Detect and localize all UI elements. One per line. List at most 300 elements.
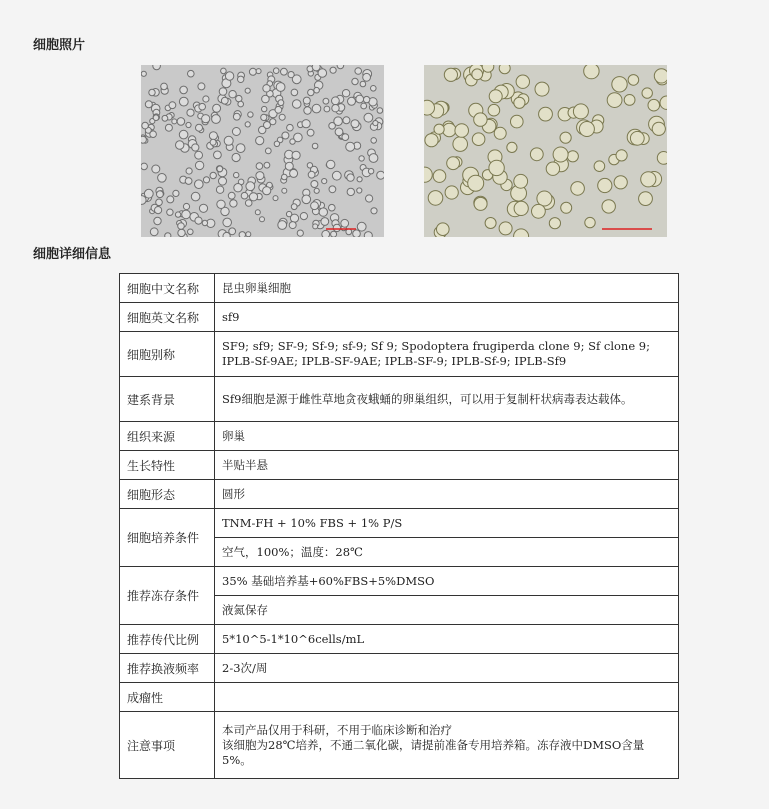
cell-shape xyxy=(532,204,546,218)
cell-shape xyxy=(179,130,188,139)
cell-shape xyxy=(628,75,639,86)
cell-shape xyxy=(485,218,496,229)
cell-shape xyxy=(323,98,329,104)
cell-shape xyxy=(263,85,270,92)
cell-shape xyxy=(178,229,185,236)
cell-shape xyxy=(290,139,295,144)
cell-shape xyxy=(183,203,189,209)
cell-shape xyxy=(657,152,667,165)
cell-shape xyxy=(514,174,528,188)
cell-shape xyxy=(445,186,458,199)
cell-shape xyxy=(223,218,232,227)
cell-shape xyxy=(145,101,152,108)
cell-shape xyxy=(176,141,184,149)
cell-shape xyxy=(142,122,149,129)
cell-shape xyxy=(292,100,301,109)
note-line-1: 本司产品仅用于科研，不用于临床诊断和治疗 xyxy=(222,722,452,737)
cell-shape xyxy=(347,174,354,181)
cell-shape xyxy=(308,171,315,178)
cell-shape xyxy=(196,124,203,131)
cell-shape xyxy=(363,73,371,81)
cell-shape xyxy=(239,232,245,237)
cell-shape xyxy=(553,147,568,162)
cell-shape xyxy=(598,178,612,192)
cell-shape xyxy=(153,115,159,121)
cell-shape xyxy=(165,233,171,237)
cell-shape xyxy=(353,230,361,237)
row-value: 半贴半悬 xyxy=(215,451,679,480)
cell-shape xyxy=(234,172,239,177)
cell-shape xyxy=(245,200,252,207)
cell-shape xyxy=(571,182,585,196)
cell-shape xyxy=(482,65,494,72)
cell-shape xyxy=(343,117,350,124)
cell-shape xyxy=(246,232,251,237)
cell-shape xyxy=(287,124,294,131)
table-row-medium-change xyxy=(120,654,679,683)
row-value: 液氮保存 xyxy=(215,596,679,625)
cell-shape xyxy=(291,89,298,96)
cell-shape xyxy=(162,115,168,121)
cell-shape xyxy=(322,179,327,184)
cell-shape xyxy=(149,89,155,95)
cell-shape xyxy=(286,211,291,216)
cell-shape xyxy=(249,68,256,75)
cell-shape xyxy=(425,134,438,147)
cell-shape xyxy=(178,223,185,230)
cell-shape xyxy=(182,210,191,219)
cell-shape xyxy=(289,222,296,229)
table-row-tumorigenicity xyxy=(120,683,679,712)
cell-shape xyxy=(191,192,200,201)
cell-shape xyxy=(616,150,627,161)
cell-shape xyxy=(195,217,202,224)
cell-shape xyxy=(332,105,339,112)
cell-shape xyxy=(186,122,191,127)
cell-shape xyxy=(288,72,294,78)
cell-shape xyxy=(639,192,653,206)
row-label: 细胞英文名称 xyxy=(120,303,215,332)
cell-shape xyxy=(311,181,318,188)
cell-shape xyxy=(472,69,483,80)
cell-shape xyxy=(276,83,285,92)
cell-shape xyxy=(262,106,267,111)
cell-shape xyxy=(584,65,599,79)
cell-shape xyxy=(373,121,378,126)
cell-shape xyxy=(229,91,236,98)
cell-shape xyxy=(141,71,146,76)
cell-shape xyxy=(447,157,460,170)
cell-shape xyxy=(357,188,362,193)
cell-shape xyxy=(144,189,153,198)
cell-shape xyxy=(256,137,264,145)
cell-shape xyxy=(327,160,335,168)
cell-shape xyxy=(514,229,529,237)
cell-shape xyxy=(434,124,444,134)
cell-shape xyxy=(300,213,307,220)
cell-shape xyxy=(499,222,512,235)
table-row-growth xyxy=(120,451,679,480)
cell-shape xyxy=(153,65,161,70)
cell-shape xyxy=(274,141,279,146)
table-row-chinese-name xyxy=(120,274,679,303)
cell-shape xyxy=(474,113,487,126)
cell-shape xyxy=(424,100,435,115)
cell-shape xyxy=(282,174,288,180)
table-row-culture-medium xyxy=(120,509,679,538)
cell-shape xyxy=(428,191,443,206)
row-value xyxy=(215,712,679,779)
cell-shape xyxy=(314,188,319,193)
cell-shape xyxy=(158,174,167,183)
cell-shape xyxy=(169,102,176,109)
cell-shape xyxy=(256,163,263,170)
cell-shape xyxy=(217,166,223,172)
cell-shape xyxy=(341,219,349,227)
row-label: 推荐传代比例 xyxy=(120,625,215,654)
cell-shape xyxy=(217,200,225,208)
cell-shape xyxy=(264,162,270,168)
cell-shape xyxy=(263,187,271,195)
cell-shape xyxy=(188,70,195,77)
cell-shape xyxy=(302,195,311,204)
cell-shape xyxy=(152,165,160,173)
cell-shape xyxy=(516,75,529,88)
cell-shape xyxy=(213,104,221,112)
cell-shape xyxy=(514,201,528,215)
cell-shape xyxy=(150,228,158,236)
row-value: 35% 基础培养基+60%FBS+5%DMSO xyxy=(215,567,679,596)
cell-shape xyxy=(312,104,321,113)
cell-shape xyxy=(437,223,450,236)
cell-shape xyxy=(364,113,373,122)
cell-shape xyxy=(308,89,314,95)
row-label: 注意事项 xyxy=(120,712,215,779)
cell-shape xyxy=(256,172,264,180)
cell-shape xyxy=(297,230,303,236)
cell-shape xyxy=(322,230,330,237)
cell-shape xyxy=(155,207,162,214)
cell-shape xyxy=(546,162,559,175)
cell-shape xyxy=(474,197,487,210)
row-value: SF9; sf9; SF-9; Sf-9; sf-9; Sf 9; Spodoptera frugiperda clone 9; Sf clone 9; IPLB-Sf-9AE; IPLB-SF-9AE; IPLB-SF-9; IPLB-Sf-9; IPLB-Sf9 xyxy=(215,332,679,377)
table-row-morphology xyxy=(120,480,679,509)
cell-shape xyxy=(472,133,485,146)
cell-shape xyxy=(185,178,192,185)
cell-shape xyxy=(177,118,185,126)
cell-shape xyxy=(371,86,377,92)
cell-shape xyxy=(219,177,227,185)
row-value: 昆虫卵巢细胞 xyxy=(215,274,679,303)
row-value: TNM-FH + 10% FBS + 1% P/S xyxy=(215,509,679,538)
cell-shape xyxy=(186,168,192,174)
cell-shape xyxy=(356,95,364,103)
cell-shape xyxy=(377,108,383,114)
cell-shape xyxy=(210,139,216,145)
cell-shape xyxy=(364,232,372,237)
cell-shape xyxy=(279,114,285,120)
cell-shape xyxy=(273,68,279,74)
cell-shape xyxy=(199,103,206,110)
cell-shape xyxy=(357,222,366,231)
cell-shape xyxy=(614,176,627,189)
cell-shape xyxy=(332,171,341,180)
cell-shape xyxy=(371,208,377,214)
table-row-tissue xyxy=(120,422,679,451)
cell-shape xyxy=(275,106,282,113)
cell-shape xyxy=(154,217,161,224)
row-value: Sf9细胞是源于雌性草地贪夜蛾蛹的卵巢组织，可以用于复制杆状病毒表达载体。 xyxy=(215,377,679,422)
cell-shape xyxy=(302,120,310,128)
cell-shape xyxy=(156,199,163,206)
table-row-passage xyxy=(120,625,679,654)
cell-shape xyxy=(507,142,517,152)
row-value: 2-3次/周 xyxy=(215,654,679,683)
cell-shape xyxy=(324,106,330,112)
cell-shape xyxy=(352,78,358,84)
cell-shape xyxy=(494,127,506,139)
cell-shape xyxy=(329,186,336,193)
cell-shape xyxy=(321,218,329,226)
cell-photo-low-magnification xyxy=(141,65,384,237)
cell-shape xyxy=(433,170,446,183)
cell-shape xyxy=(265,148,271,154)
cell-shape xyxy=(249,193,257,201)
row-value: 空气，100%；温度：28℃ xyxy=(215,538,679,567)
table-row-english-name xyxy=(120,303,679,332)
cell-shape xyxy=(342,134,349,141)
cell-shape xyxy=(225,72,233,80)
cell-shape xyxy=(319,208,327,216)
cell-shape xyxy=(660,96,667,109)
cell-shape xyxy=(468,175,484,191)
cell-shape xyxy=(304,107,311,114)
cell-micrograph-2 xyxy=(424,65,667,237)
cell-shape xyxy=(192,144,199,151)
cell-shape xyxy=(530,148,543,161)
row-value: 5*10^5-1*10^6cells/mL xyxy=(215,625,679,654)
cell-shape xyxy=(195,161,203,169)
cell-shape xyxy=(368,169,373,174)
cell-shape xyxy=(292,151,300,159)
cell-shape xyxy=(238,76,244,82)
cell-shape xyxy=(233,113,240,120)
cell-shape xyxy=(648,99,660,111)
cell-shape xyxy=(312,143,318,149)
cell-shape xyxy=(161,83,168,90)
cell-shape xyxy=(180,86,188,94)
row-label: 细胞别称 xyxy=(120,332,215,377)
cell-shape xyxy=(246,182,255,191)
table-row-aliases xyxy=(120,332,679,377)
cell-shape xyxy=(187,109,194,116)
cell-shape xyxy=(173,190,179,196)
row-value: 卵巢 xyxy=(215,422,679,451)
cell-shape xyxy=(641,172,656,187)
cell-shape xyxy=(334,117,343,126)
table-row-notes xyxy=(120,712,679,779)
cell-shape xyxy=(366,195,373,202)
cell-shape xyxy=(561,202,572,213)
cell-shape xyxy=(165,124,172,131)
cell-shape xyxy=(624,95,635,106)
cell-shape xyxy=(612,77,627,92)
cell-shape xyxy=(245,122,250,127)
cell-shape xyxy=(256,69,261,74)
cell-shape xyxy=(313,224,318,229)
row-value xyxy=(215,683,679,712)
cell-shape xyxy=(307,129,314,136)
cell-shape xyxy=(489,90,502,103)
cell-shape xyxy=(539,107,553,121)
cell-shape xyxy=(314,87,320,93)
cell-shape xyxy=(654,69,667,83)
row-label: 细胞形态 xyxy=(120,480,215,509)
cell-shape xyxy=(499,65,510,74)
cell-shape xyxy=(585,217,595,227)
cell-shape xyxy=(203,177,209,183)
cell-shape xyxy=(347,188,354,195)
cell-shape xyxy=(188,229,194,235)
cell-photos-heading: 细胞照片 xyxy=(33,38,86,53)
cell-shape xyxy=(363,96,369,102)
row-label: 细胞培养条件 xyxy=(120,509,215,567)
cell-shape xyxy=(241,192,248,199)
cell-shape xyxy=(537,191,552,206)
cell-shape xyxy=(335,128,343,136)
cell-shape xyxy=(195,151,203,159)
cell-shape xyxy=(535,82,549,96)
cell-micrograph-1 xyxy=(141,65,384,237)
cell-shape xyxy=(602,200,615,213)
row-label: 建系背景 xyxy=(120,377,215,422)
row-label: 成瘤性 xyxy=(120,683,215,712)
cell-shape xyxy=(273,196,278,201)
cell-shape xyxy=(236,144,245,153)
cell-shape xyxy=(342,90,349,97)
cell-shape xyxy=(179,97,188,106)
cell-shape xyxy=(311,202,319,210)
cell-shape xyxy=(223,232,230,237)
cell-shape xyxy=(216,186,223,193)
cell-shape xyxy=(210,172,216,178)
row-value: 圆形 xyxy=(215,480,679,509)
cell-shape xyxy=(199,204,207,212)
cell-shape xyxy=(203,96,209,102)
cell-shape xyxy=(348,97,356,105)
cell-shape xyxy=(212,115,221,124)
cell-shape xyxy=(332,97,340,105)
cell-shape xyxy=(214,151,222,159)
cell-shape xyxy=(424,167,432,182)
cell-shape xyxy=(359,156,364,161)
cell-shape xyxy=(357,177,362,182)
cell-shape xyxy=(270,119,276,125)
cell-shape xyxy=(167,209,173,215)
cell-shape xyxy=(377,171,384,179)
cell-shape xyxy=(232,128,240,136)
cell-shape xyxy=(234,184,242,192)
cell-shape xyxy=(278,221,287,230)
cell-shape xyxy=(642,88,652,98)
cell-shape xyxy=(228,192,235,199)
cell-shape xyxy=(221,97,228,104)
cell-shape xyxy=(652,122,665,135)
cell-shape xyxy=(337,65,344,69)
cell-details-heading: 细胞详细信息 xyxy=(33,247,112,262)
cell-shape xyxy=(560,132,571,143)
cell-shape xyxy=(330,67,336,73)
cell-shape xyxy=(369,154,378,163)
cell-shape xyxy=(489,160,504,175)
cell-shape xyxy=(195,180,204,189)
cell-shape xyxy=(453,137,468,152)
cell-shape xyxy=(549,218,560,229)
cell-shape xyxy=(567,151,578,162)
cell-shape xyxy=(157,191,164,198)
cell-shape xyxy=(282,188,287,193)
cell-shape xyxy=(607,93,622,108)
cell-shape xyxy=(511,115,524,128)
cell-shape xyxy=(224,136,233,145)
cell-shape xyxy=(278,100,284,106)
row-label: 细胞中文名称 xyxy=(120,274,215,303)
row-label: 组织来源 xyxy=(120,422,215,451)
cell-shape xyxy=(230,200,237,207)
cell-shape xyxy=(303,97,310,104)
cell-shape xyxy=(255,210,260,215)
row-label: 生长特性 xyxy=(120,451,215,480)
cell-shape xyxy=(630,131,644,145)
cell-shape xyxy=(455,124,469,138)
note-line-2: 该细胞为28℃培养，不通二氧化碳，请提前准备专用培养箱。冻存液中DMSO含量5%。 xyxy=(222,737,645,767)
cell-shape xyxy=(361,103,367,109)
cell-shape xyxy=(579,122,594,137)
cell-shape xyxy=(198,83,205,90)
cell-shape xyxy=(291,204,297,210)
cell-shape xyxy=(245,88,250,93)
cell-shape xyxy=(514,97,525,108)
cell-info-table xyxy=(119,273,679,779)
cell-shape xyxy=(281,68,288,75)
cell-shape xyxy=(290,169,298,177)
cell-shape xyxy=(167,196,174,203)
cell-shape xyxy=(312,65,320,71)
table-row-freeze-medium xyxy=(120,567,679,596)
cell-shape xyxy=(351,120,359,128)
cell-shape xyxy=(282,132,289,139)
cell-shape xyxy=(141,136,146,143)
cell-shape xyxy=(594,161,605,172)
cell-shape xyxy=(261,114,267,120)
cell-shape xyxy=(488,104,500,116)
cell-photo-high-magnification xyxy=(424,65,667,237)
cell-shape xyxy=(202,115,210,123)
table-row-background xyxy=(120,377,679,422)
cell-shape xyxy=(141,163,147,170)
row-value: sf9 xyxy=(215,303,679,332)
cell-shape xyxy=(346,142,355,151)
cell-shape xyxy=(333,224,340,231)
cell-shape xyxy=(285,162,293,170)
row-label: 推荐冻存条件 xyxy=(120,567,215,625)
cell-shape xyxy=(232,153,240,161)
cell-shape xyxy=(346,229,352,235)
cell-shape xyxy=(260,217,265,222)
cell-shape xyxy=(150,131,157,138)
cell-shape xyxy=(360,81,366,87)
cell-shape xyxy=(221,68,227,74)
